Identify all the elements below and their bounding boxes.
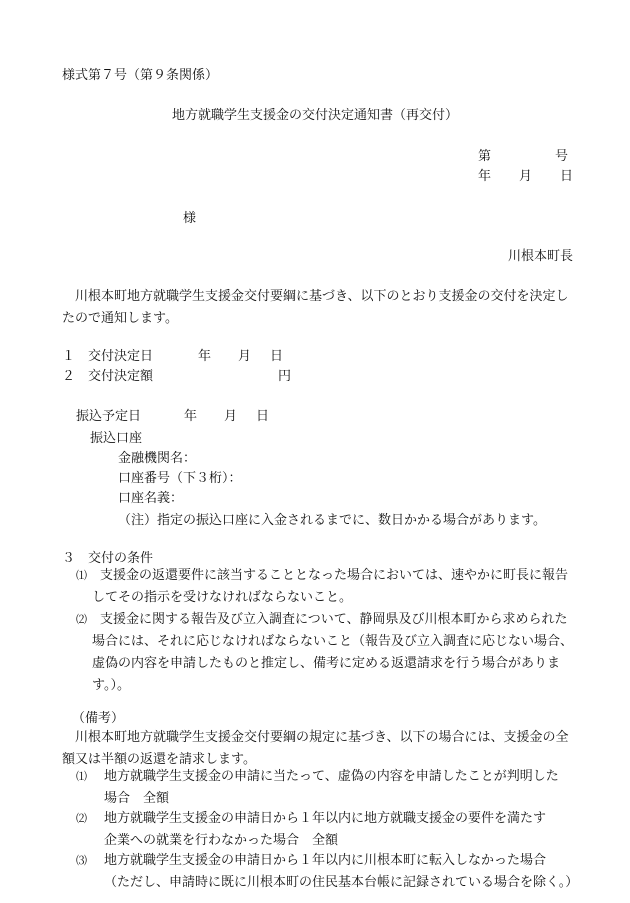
condition-text: 支援金に関する報告及び立入調査について、静岡県及び川根本町から求められた場合には、それに応じなければならないこと（報告及び立入調査に応じない場合、虚偽の内容を申請したものと推定し、備考に定める返還請求を行う場合があります。）。 [92, 612, 574, 693]
decision-date-label: 交付決定日 [88, 349, 154, 364]
document-title: 地方就職学生支援金の交付決定通知書（再交付） [171, 108, 458, 123]
condition-text: 支援金の返還要件に該当することとなった場合においては、速やかに町長に報告してその指示を受けなければならないこと。 [92, 568, 569, 605]
account-holder-field: 口座名義： [118, 491, 184, 506]
number-suffix: 号 [555, 149, 569, 164]
transfer-note: （注）指定の振込口座に入金されるまでに、数日かかる場合があります。 [118, 513, 546, 528]
remark-item [76, 850, 579, 894]
intro-paragraph: 川根本町地方就職学生支援金交付要綱に基づき、以下のとおり支援金の交付を決定したので通知します。 [62, 289, 569, 326]
bank-name-field: 金融機関名： [118, 451, 197, 466]
decision-day: 日 [270, 349, 284, 364]
document-date [478, 165, 573, 184]
remark-mark: ⑵ [76, 812, 87, 825]
remark-item [76, 766, 576, 810]
form-number: 様式第７号（第９条関係） [62, 68, 219, 83]
account-label: 振込口座 [90, 431, 143, 446]
item-number: ２ [62, 369, 76, 384]
decision-month: 月 [238, 349, 252, 364]
transfer-month: 月 [224, 409, 238, 424]
date-day: 日 [560, 169, 574, 184]
remark-mark: ⑶ [76, 854, 87, 867]
condition-mark: ⑵ [76, 613, 87, 626]
condition-mark: ⑴ [76, 569, 87, 582]
account-number-field: 口座番号（下３桁）： [118, 471, 242, 486]
date-year: 年 [478, 169, 492, 184]
decision-amount-label: 交付決定額 [88, 369, 154, 384]
remark-line: 地方就職学生支援金の申請日から１年以内に川根本町に転入しなかった場合 [104, 853, 547, 868]
amount-unit: 円 [278, 369, 292, 384]
transfer-day: 日 [256, 409, 270, 424]
transfer-date-row [76, 405, 269, 424]
remark-item [76, 808, 576, 852]
conditions-title: 交付の条件 [88, 551, 154, 566]
transfer-date-label: 振込予定日 [76, 409, 142, 424]
decision-year: 年 [198, 349, 212, 364]
remarks-intro: 川根本町地方就職学生支援金交付要綱の規定に基づき、以下の場合には、支援金の全額又は半額の返還を請求します。 [62, 730, 569, 767]
remark-line: 企業への就業を行わなかった場合 全額 [104, 833, 339, 848]
remarks-heading: （備考） [72, 711, 125, 726]
decision-amount-row [62, 365, 291, 384]
document-number [478, 145, 568, 164]
conditions-heading [62, 547, 153, 566]
condition-item [76, 565, 576, 609]
remark-line: （ただし、申請時に既に川根本町の住民基本台帳に記録されている場合を除く。） [104, 875, 579, 890]
addressee: 様 [183, 211, 197, 226]
remark-line: 場合 全額 [104, 791, 170, 806]
item-number: ３ [62, 551, 76, 566]
decision-date-row [62, 345, 283, 364]
remark-line: 地方就職学生支援金の申請に当たって、虚偽の内容を申請したことが判明した [104, 769, 559, 784]
date-month: 月 [519, 169, 533, 184]
transfer-year: 年 [184, 409, 198, 424]
number-prefix: 第 [478, 149, 492, 164]
remark-line: 地方就職学生支援金の申請日から１年以内に地方就職支援金の要件を満たす [104, 811, 547, 826]
remark-mark: ⑴ [76, 770, 87, 783]
item-number: １ [62, 349, 76, 364]
condition-item [76, 609, 576, 697]
sender: 川根本町長 [507, 249, 573, 264]
